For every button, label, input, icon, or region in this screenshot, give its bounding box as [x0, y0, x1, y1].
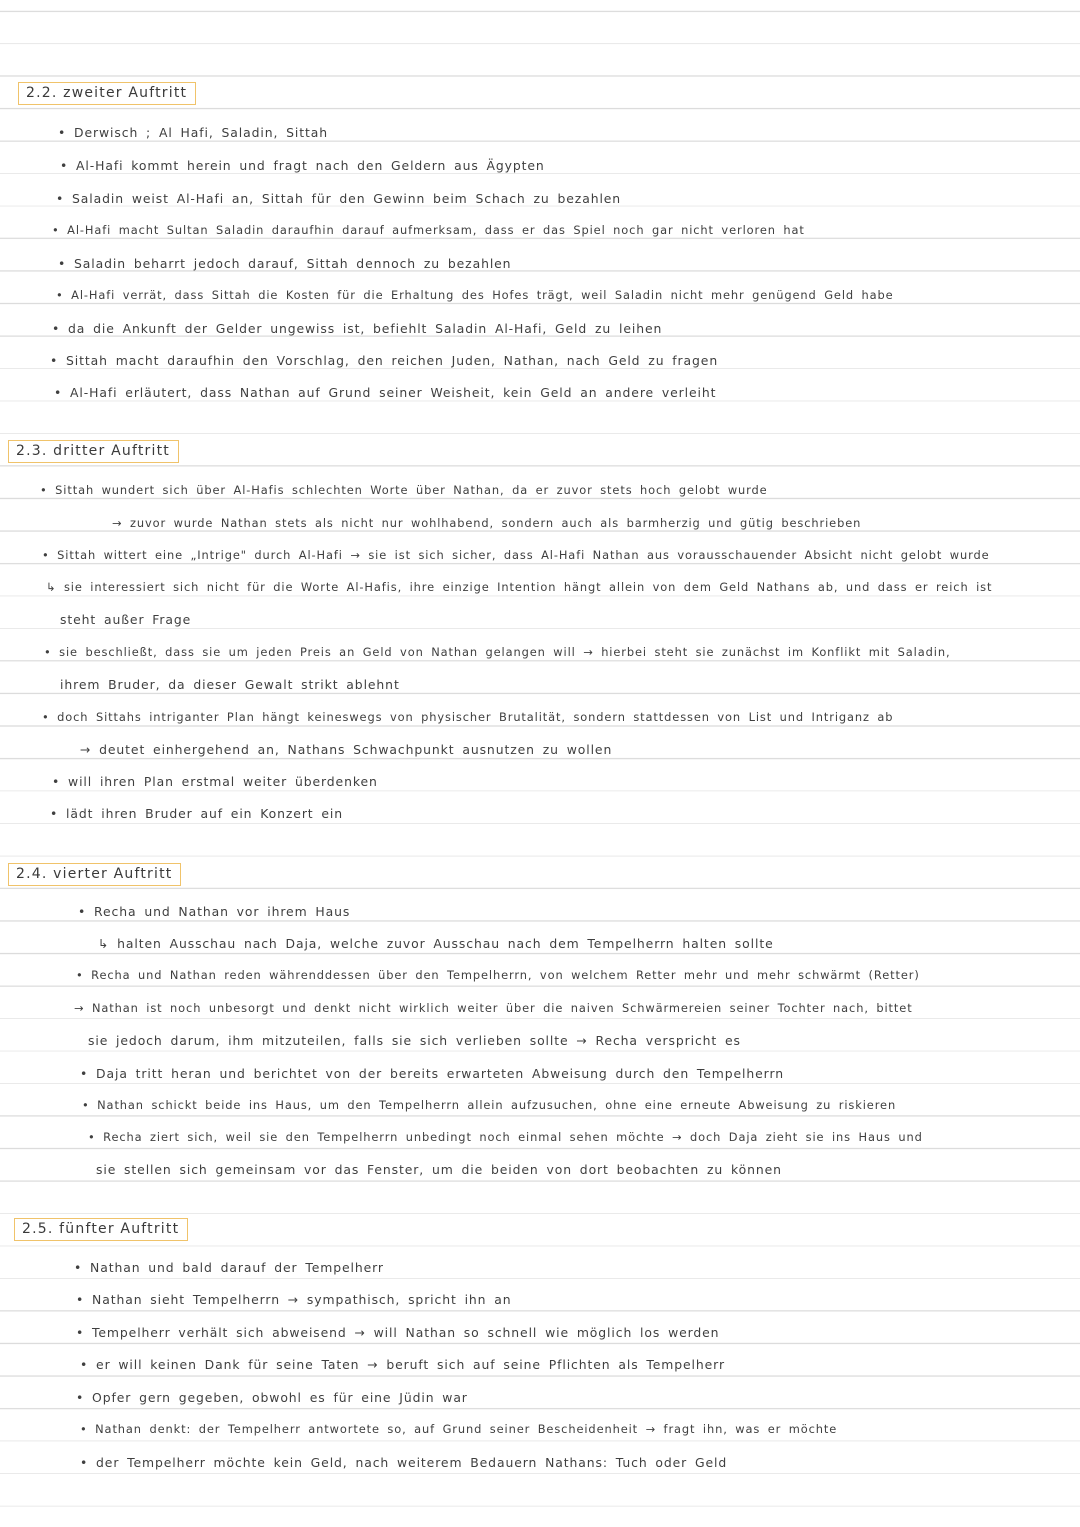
note-line: • Nathan sieht Tempelherrn → sympathisch, spricht ihn an — [76, 1292, 512, 1307]
note-line: • Sittah macht daraufhin den Vorschlag, den reichen Juden, Nathan, nach Geld zu fragen — [50, 353, 719, 368]
note-line: • sie beschließt, dass sie um jeden Preis an Geld von Nathan gelangen will → hierbei steht sie zunächst im Konflikt mit Saladin, — [44, 645, 951, 659]
note-line: • Al-Hafi verrät, dass Sittah die Kosten für die Erhaltung des Hofes trägt, weil Saladin nicht mehr genügend Geld habe — [56, 288, 894, 302]
note-line: • er will keinen Dank für seine Taten → beruft sich auf seine Pflichten als Tempelherr — [80, 1357, 725, 1372]
note-line: • Derwisch ; Al Hafi, Saladin, Sittah — [58, 125, 329, 140]
note-line: • Saladin beharrt jedoch darauf, Sittah dennoch zu bezahlen — [58, 256, 512, 271]
note-line: • Nathan schickt beide ins Haus, um den Tempelherrn allein aufzusuchen, ohne eine erneute Abweisung zu riskieren — [82, 1098, 897, 1112]
note-line: • Recha ziert sich, weil sie den Tempelherrn unbedingt noch einmal sehen möchte → doch Daja zieht sie ins Haus und — [88, 1130, 923, 1144]
note-line: ↳ halten Ausschau nach Daja, welche zuvor Ausschau nach dem Tempelherrn halten sollte — [98, 936, 774, 951]
note-line: • will ihren Plan erstmal weiter überdenken — [52, 774, 378, 789]
section-heading: 2.4. vierter Auftritt — [8, 863, 181, 886]
note-line: • Al-Hafi kommt herein und fragt nach den Geldern aus Ägypten — [60, 158, 545, 173]
note-line: • Sittah wundert sich über Al-Hafis schlechten Worte über Nathan, da er zuvor stets hoch gelobt wurde — [40, 483, 768, 497]
note-line: • Sittah wittert eine „Intrige" durch Al-Hafi → sie ist sich sicher, dass Al-Hafi Nathan aus vorausschauender Absicht nicht gelobt wurde — [42, 548, 990, 562]
note-line: • Saladin weist Al-Hafi an, Sittah für den Gewinn beim Schach zu bezahlen — [56, 191, 622, 206]
note-line: • der Tempelherr möchte kein Geld, nach weiterem Bedauern Nathans: Tuch oder Geld — [80, 1455, 728, 1470]
section-heading: 2.3. dritter Auftritt — [8, 440, 179, 463]
section-heading: 2.5. fünfter Auftritt — [14, 1218, 188, 1241]
note-line: steht außer Frage — [60, 612, 192, 627]
note-line: • da die Ankunft der Gelder ungewiss ist, befiehlt Saladin Al-Hafi, Geld zu leihen — [52, 321, 663, 336]
note-line: → deutet einhergehend an, Nathans Schwachpunkt ausnutzen zu wollen — [80, 742, 613, 757]
note-line: ihrem Bruder, da dieser Gewalt strikt ablehnt — [60, 677, 400, 692]
note-line: ↳ sie interessiert sich nicht für die Worte Al-Hafis, ihre einzige Intention hängt allein von dem Geld Nathans ab, und dass er reich ist — [46, 580, 993, 594]
note-line: • Nathan denkt: der Tempelherr antwortete so, auf Grund seiner Bescheidenheit → fragt ihn, was er möchte — [80, 1422, 838, 1436]
note-line: • Recha und Nathan vor ihrem Haus — [78, 904, 351, 919]
note-line: • Daja tritt heran und berichtet von der bereits erwarteten Abweisung durch den Tempelherrn — [80, 1066, 784, 1081]
section-heading: 2.2. zweiter Auftritt — [18, 82, 196, 105]
note-line: sie stellen sich gemeinsam vor das Fenster, um die beiden von dort beobachten zu können — [96, 1162, 782, 1177]
note-line: • Tempelherr verhält sich abweisend → will Nathan so schnell wie möglich los werden — [76, 1325, 720, 1340]
note-line: • Opfer gern gegeben, obwohl es für eine Jüdin war — [76, 1390, 468, 1405]
note-line: • Recha und Nathan reden währenddessen über den Tempelherrn, von welchem Retter mehr und mehr schwärmt (Retter) — [76, 968, 920, 982]
note-line: • lädt ihren Bruder auf ein Konzert ein — [50, 806, 344, 821]
note-line: sie jedoch darum, ihm mitzuteilen, falls sie sich verlieben sollte → Recha verspricht es — [88, 1033, 741, 1048]
note-line: → Nathan ist noch unbesorgt und denkt nicht wirklich weiter über die naiven Schwärmereien seiner Tochter nach, bittet — [74, 1001, 913, 1015]
note-line: • Al-Hafi erläutert, dass Nathan auf Grund seiner Weisheit, kein Geld an andere verleiht — [54, 385, 717, 400]
note-line: → zuvor wurde Nathan stets als nicht nur wohlhabend, sondern auch als barmherzig und gütig beschrieben — [112, 516, 862, 530]
note-line: • Nathan und bald darauf der Tempelherr — [74, 1260, 384, 1275]
note-line: • doch Sittahs intriganter Plan hängt keineswegs von physischer Brutalität, sondern stattdessen von List und Intriganz ab — [42, 710, 894, 724]
note-line: • Al-Hafi macht Sultan Saladin daraufhin darauf aufmerksam, dass er das Spiel noch gar nicht verloren hat — [52, 223, 805, 237]
